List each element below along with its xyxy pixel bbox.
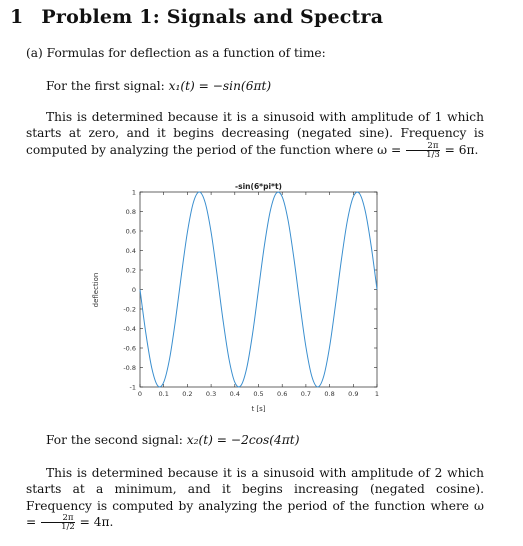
y-axis-label: deflection: [92, 272, 100, 308]
fraction-numerator: 2π: [406, 142, 440, 151]
part-a-label: (a) Formulas for deflection as a function of time:: [26, 46, 326, 60]
signal1-explanation: [26, 109, 484, 159]
plot-title: -sin(6*pi*t): [235, 182, 282, 191]
signal2-formula: x₂(t) = −2cos(4πt): [186, 433, 300, 447]
y-tick-label: 0: [131, 285, 136, 294]
x-tick-label: 0.7: [300, 390, 312, 398]
x-tick-label: 0.8: [324, 390, 335, 398]
signal2-text: This is determined because it is a sinusoid with amplitude of 2 which starts at a minimum, and it begins increasing (negated cosine). Frequency is computed by analyzing the period of the function where ω =: [26, 466, 484, 530]
signal1-formula-line: [46, 78, 271, 94]
signal1-omega-fraction: [406, 142, 440, 159]
y-tick-label: -1: [129, 383, 136, 392]
x-tick-label: 0.9: [348, 390, 359, 398]
x-tick-label: 1: [374, 390, 380, 398]
y-tick-label: -0.8: [123, 363, 136, 372]
x-tick-label: 0.5: [253, 390, 264, 398]
signal2-omega-fraction: [41, 514, 75, 531]
signal2-intro: For the second signal:: [46, 433, 187, 447]
signal1-text: This is determined because it is a sinusoid with amplitude of 1 which starts at zero, and it begins decreasing (negated sine). Frequency is computed by analyzing the period of the function where ω =: [26, 110, 484, 157]
signal2-formula-line: [46, 432, 299, 448]
x-tick-label: 0.2: [182, 390, 193, 398]
x-axis-label: t [s]: [251, 405, 266, 413]
sine-plot: [82, 180, 392, 418]
signal2-text-end: = 4π.: [75, 515, 114, 530]
x-tick-label: 0.1: [158, 390, 169, 398]
signal1-formula: x₁(t) = −sin(6πt): [168, 79, 272, 93]
x-tick-label: 0.3: [205, 390, 217, 398]
x-tick-label: 0.4: [229, 390, 240, 398]
y-tick-label: 0.2: [125, 266, 136, 275]
y-tick-label: 0.8: [125, 207, 136, 216]
signal2-explanation: [26, 465, 484, 531]
fraction-denominator: 1/3: [426, 149, 440, 160]
y-tick-label: 1: [131, 188, 136, 197]
x-tick-label: 0: [137, 390, 143, 398]
section-title: Problem 1: Signals and Spectra: [41, 6, 384, 28]
y-tick-label: 0.4: [125, 246, 136, 255]
fraction-denominator: 1/2: [61, 522, 75, 533]
y-tick-label: -0.2: [123, 305, 136, 314]
section-number: 1: [10, 6, 24, 28]
y-tick-label: 0.6: [125, 227, 136, 236]
x-tick-label: 0.6: [277, 390, 288, 398]
section-heading: [10, 6, 383, 28]
signal1-text-end: = 6π.: [440, 142, 479, 157]
y-tick-label: -0.6: [123, 344, 136, 353]
signal1-intro: For the first signal:: [46, 79, 169, 93]
fraction-numerator: 2π: [41, 514, 75, 523]
y-tick-label: -0.4: [123, 324, 136, 333]
